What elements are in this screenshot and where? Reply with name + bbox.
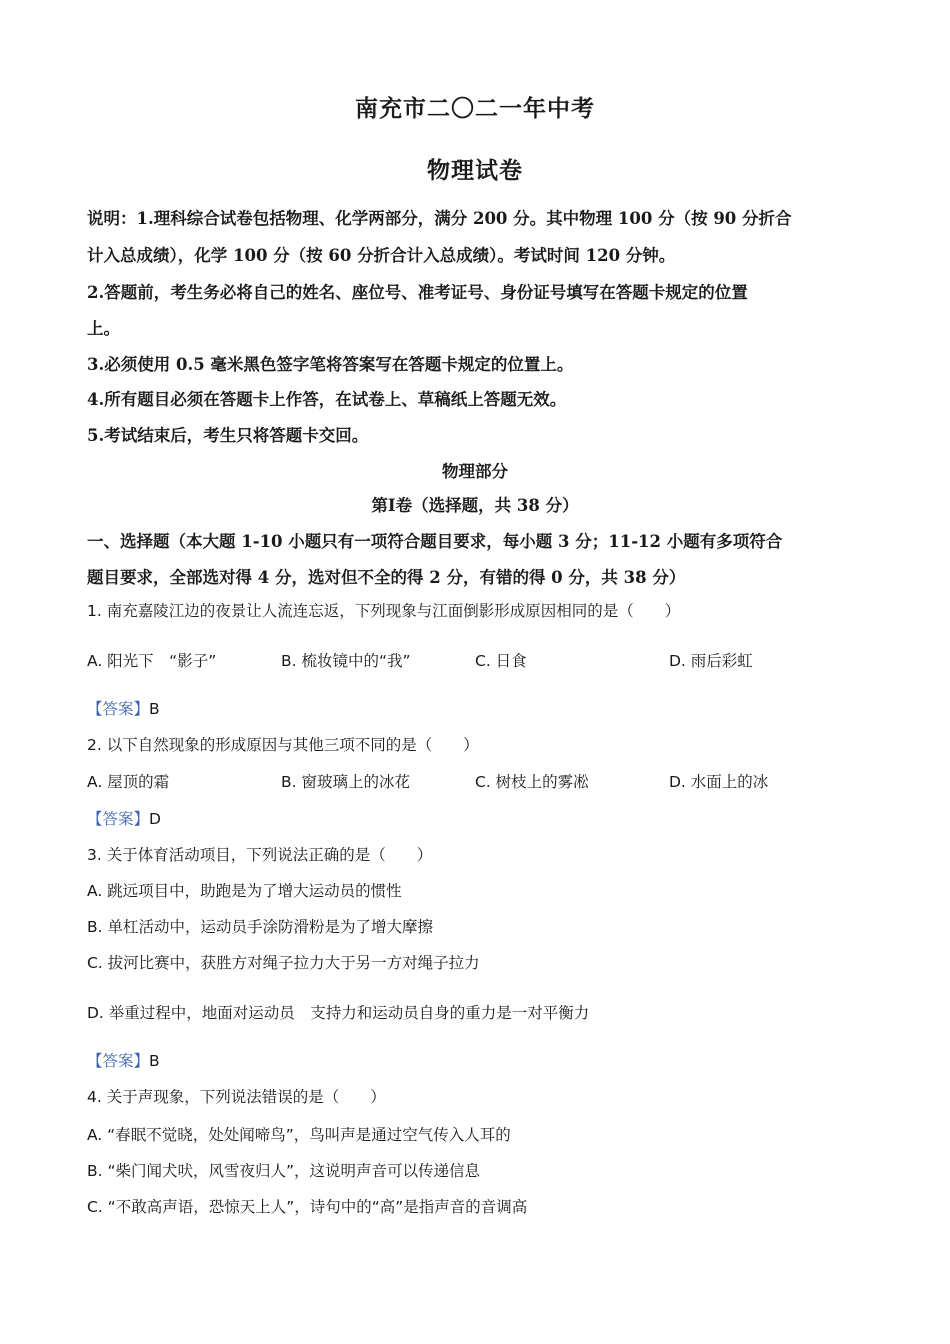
question-4-stem: 4. 关于声现象，下列说法错误的是（ ） — [87, 1088, 386, 1106]
page-title: 南充市二〇二一年中考 — [355, 95, 595, 122]
volume-title: 第Ⅰ卷（选择题，共 38 分） — [371, 496, 579, 515]
question-2-option-d: D. 水面上的冰 — [669, 773, 769, 791]
answer-tag: 【答案】 — [87, 700, 150, 718]
instruction-line: 上。 — [87, 319, 120, 338]
question-1-answer — [87, 697, 160, 719]
question-4-option-b: B. “柴门闻犬吠，风雪夜归人”，这说明声音可以传递信息 — [87, 1162, 481, 1180]
question-1-option-b: B. 梳妆镜中的“我” — [281, 652, 411, 670]
question-3-option-c: C. 拔河比赛中，获胜方对绳子拉力大于另一方对绳子拉力 — [87, 954, 480, 972]
instruction-line: 3.必须使用 0.5 毫米黑色签字笔将答案写在答题卡规定的位置上。 — [87, 355, 574, 374]
question-2-option-b: B. 窗玻璃上的冰花 — [281, 773, 410, 791]
question-2-stem: 2. 以下自然现象的形成原因与其他三项不同的是（ ） — [87, 736, 479, 754]
instruction-line: 4.所有题目必须在答题卡上作答，在试卷上、草稿纸上答题无效。 — [87, 390, 567, 409]
question-2-answer — [87, 807, 161, 829]
question-3-option-d: D. 举重过程中，地面对运动员 支持力和运动员自身的重力是一对平衡力 — [87, 1004, 590, 1022]
question-4-option-c: C. “不敢高声语，恐惊天上人”，诗句中的“高”是指声音的音调高 — [87, 1198, 528, 1216]
question-1-option-c: C. 日食 — [475, 652, 527, 670]
instruction-line: 说明：1.理科综合试卷包括物理、化学两部分，满分 200 分。其中物理 100 分（按 90 分折合 — [87, 209, 792, 228]
question-2-option-a: A. 屋顶的霜 — [87, 773, 170, 791]
question-4-option-a: A. “春眠不觉晓，处处闻啼鸟”，鸟叫声是通过空气传入人耳的 — [87, 1126, 511, 1144]
page-subtitle: 物理试卷 — [427, 157, 523, 184]
question-1-option-a: A. 阳光下 “影子” — [87, 652, 217, 670]
question-1-option-d: D. 雨后彩虹 — [669, 652, 753, 670]
question-2-option-c: C. 树枝上的雾凇 — [475, 773, 589, 791]
instruction-line: 5.考试结束后，考生只将答题卡交回。 — [87, 426, 369, 445]
answer-tag: 【答案】 — [87, 810, 150, 828]
part-title: 物理部分 — [442, 462, 508, 481]
instruction-line: 计入总成绩），化学 100 分（按 60 分折合计入总成绩）。考试时间 120 分钟。 — [87, 246, 676, 265]
instruction-line: 2.答题前，考生务必将自己的姓名、座位号、准考证号、身份证号填写在答题卡规定的位置 — [87, 283, 748, 302]
section-heading-line: 题目要求，全部选对得 4 分，选对但不全的得 2 分，有错的得 0 分，共 38 分） — [87, 568, 686, 587]
answer-value: B — [149, 1052, 160, 1070]
answer-value: B — [149, 700, 160, 718]
question-3-option-a: A. 跳远项目中，助跑是为了增大运动员的惯性 — [87, 882, 402, 900]
answer-value: D — [149, 810, 161, 828]
section-heading-line: 一、选择题（本大题 1-10 小题只有一项符合题目要求，每小题 3 分；11-12 小题有多项符合 — [87, 532, 783, 551]
question-3-stem: 3. 关于体育活动项目，下列说法正确的是（ ） — [87, 846, 433, 864]
question-3-answer — [87, 1049, 160, 1071]
answer-tag: 【答案】 — [87, 1052, 150, 1070]
question-1-stem: 1. 南充嘉陵江边的夜景让人流连忘返，下列现象与江面倒影形成原因相同的是（ ） — [87, 602, 681, 620]
question-3-option-b: B. 单杠活动中，运动员手涂防滑粉是为了增大摩擦 — [87, 918, 433, 936]
